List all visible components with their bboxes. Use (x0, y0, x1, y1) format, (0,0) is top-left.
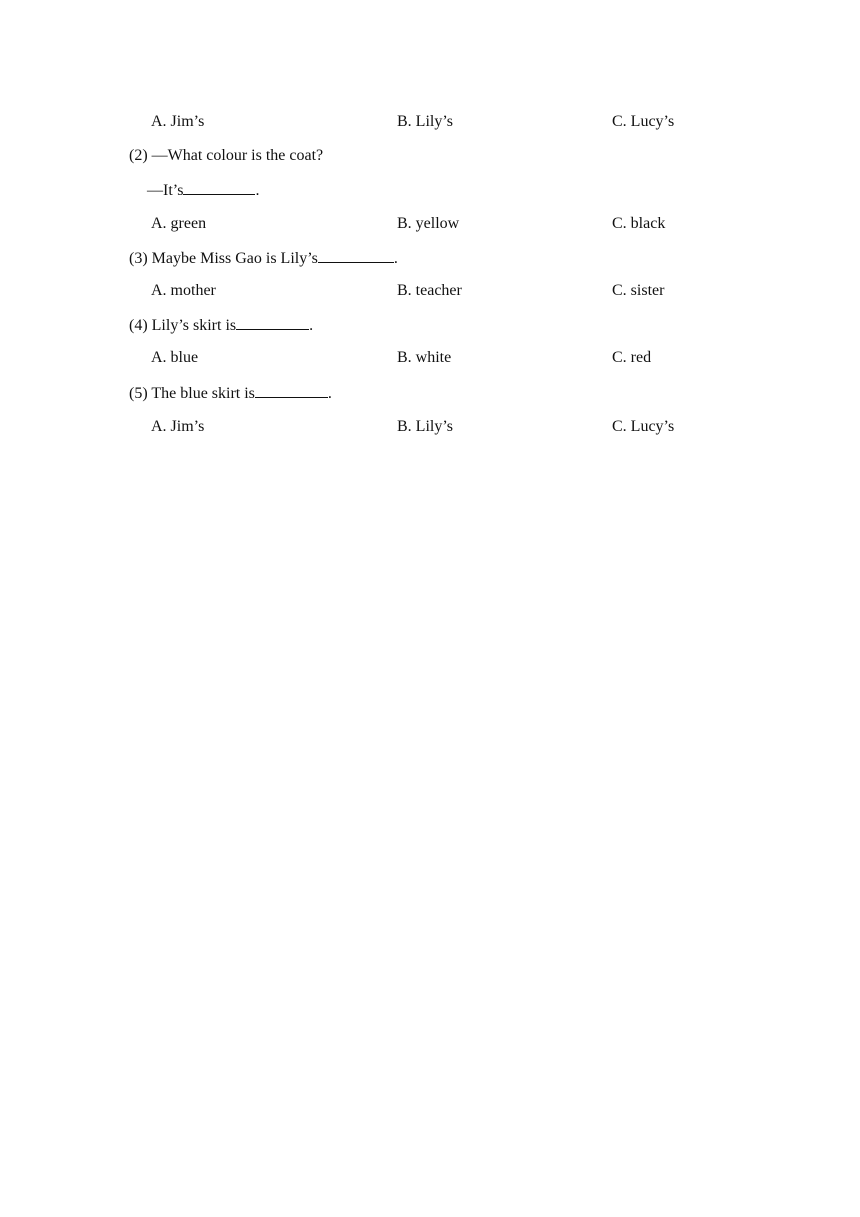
q4-option-c: C. red (612, 349, 652, 366)
q2-option-b: B. yellow (397, 215, 460, 232)
q5-answer-blank (255, 383, 328, 398)
q3-stem-suffix: . (393, 250, 398, 267)
q3-option-a: A. mother (151, 282, 216, 299)
q4-answer-blank (236, 315, 309, 330)
q2-reply-prefix: —It’s (147, 182, 184, 199)
q4-stem-line (129, 315, 313, 336)
q3-answer-blank (318, 248, 394, 263)
q4-option-a: A. blue (151, 349, 199, 366)
q4-stem-suffix: . (309, 317, 314, 334)
q5-stem-suffix: . (327, 385, 332, 402)
q5-stem: (5) The blue skirt is (129, 385, 255, 402)
q2-stem: (2) —What colour is the coat? (129, 147, 324, 164)
q3-stem-line (129, 248, 398, 269)
q2-reply-suffix: . (255, 182, 260, 199)
q4-option-b: B. white (397, 349, 452, 366)
q1-option-c: C. Lucy’s (612, 113, 675, 130)
q1-option-a: A. Jim’s (151, 113, 205, 130)
q2-option-a: A. green (151, 215, 207, 232)
q1-option-b: B. Lily’s (397, 113, 454, 130)
q3-option-c: C. sister (612, 282, 665, 299)
q3-option-b: B. teacher (397, 282, 462, 299)
q5-stem-line (129, 383, 332, 404)
q3-stem: (3) Maybe Miss Gao is Lily’s (129, 250, 318, 267)
q2-answer-blank (183, 180, 255, 195)
q5-option-b: B. Lily’s (397, 418, 454, 435)
q5-option-c: C. Lucy’s (612, 418, 675, 435)
q2-reply (147, 180, 259, 201)
q5-option-a: A. Jim’s (151, 418, 205, 435)
q2-option-c: C. black (612, 215, 666, 232)
q4-stem: (4) Lily’s skirt is (129, 317, 237, 334)
